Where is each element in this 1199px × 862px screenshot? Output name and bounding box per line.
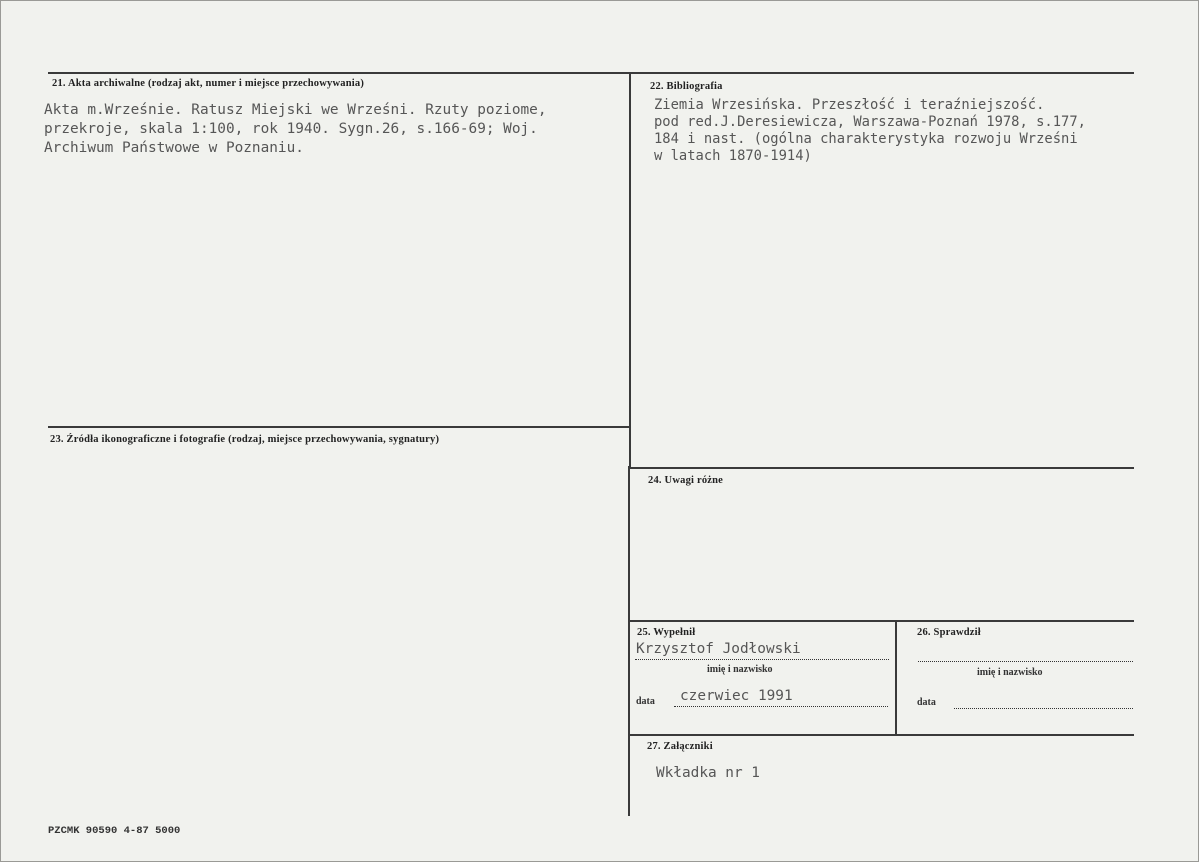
section-24-label: 24. Uwagi różne — [648, 475, 724, 486]
section-27-value: Wkładka nr 1 — [656, 765, 760, 781]
section-21-line-1: Akta m.Wrześnie. Ratusz Miejski we Wrześni. Rzuty poziome, — [44, 102, 547, 118]
divider-25-26 — [895, 620, 897, 734]
section-22-line-1: Ziemia Wrzesińska. Przeszłość i teraźniejszość. — [654, 97, 1045, 113]
section-25-date-line — [674, 706, 888, 707]
section-22-label: 22. Bibliografia — [650, 81, 723, 92]
rule-22-24 — [630, 467, 1134, 469]
section-25-date-label: data — [636, 696, 655, 707]
top-rule — [48, 72, 1134, 74]
section-21-label: 21. Akta archiwalne (rodzaj akt, numer i miejsce przechowywania) — [52, 78, 365, 89]
rule-21-23 — [48, 426, 630, 428]
section-22-line-2: pod red.J.Deresiewicza, Warszawa-Poznań 1978, s.177, — [654, 114, 1086, 130]
section-25-date-value: czerwiec 1991 — [680, 688, 793, 704]
section-23-label: 23. Źródła ikonograficzne i fotografie (rodzaj, miejsce przechowywania, sygnatury) — [50, 434, 440, 445]
section-26-label: 26. Sprawdził — [917, 627, 981, 638]
section-26-date-line — [954, 708, 1133, 709]
section-21-line-3: Archiwum Państwowe w Poznaniu. — [44, 140, 304, 156]
section-26-name-line — [918, 661, 1133, 662]
section-26-date-label: data — [917, 697, 936, 708]
section-26-name-caption: imię i nazwisko — [977, 667, 1043, 678]
section-25-label: 25. Wypełnił — [637, 627, 696, 638]
section-25-name-value: Krzysztof Jodłowski — [636, 641, 801, 657]
section-27-label: 27. Załączniki — [647, 741, 713, 752]
rule-24-25 — [630, 620, 1134, 622]
print-code: PZCMK 90590 4-87 5000 — [48, 825, 181, 837]
section-25-name-caption: imię i nazwisko — [707, 664, 773, 675]
rule-25-27 — [630, 734, 1134, 736]
section-22-line-3: 184 i nast. (ogólna charakterystyka rozwoju Wrześni — [654, 131, 1078, 147]
center-divider-lower — [628, 466, 630, 816]
center-divider-upper — [629, 74, 631, 468]
section-21-line-2: przekroje, skala 1:100, rok 1940. Sygn.26, s.166-69; Woj. — [44, 121, 538, 137]
section-25-name-line — [635, 659, 889, 660]
section-22-line-4: w latach 1870-1914) — [654, 148, 812, 164]
